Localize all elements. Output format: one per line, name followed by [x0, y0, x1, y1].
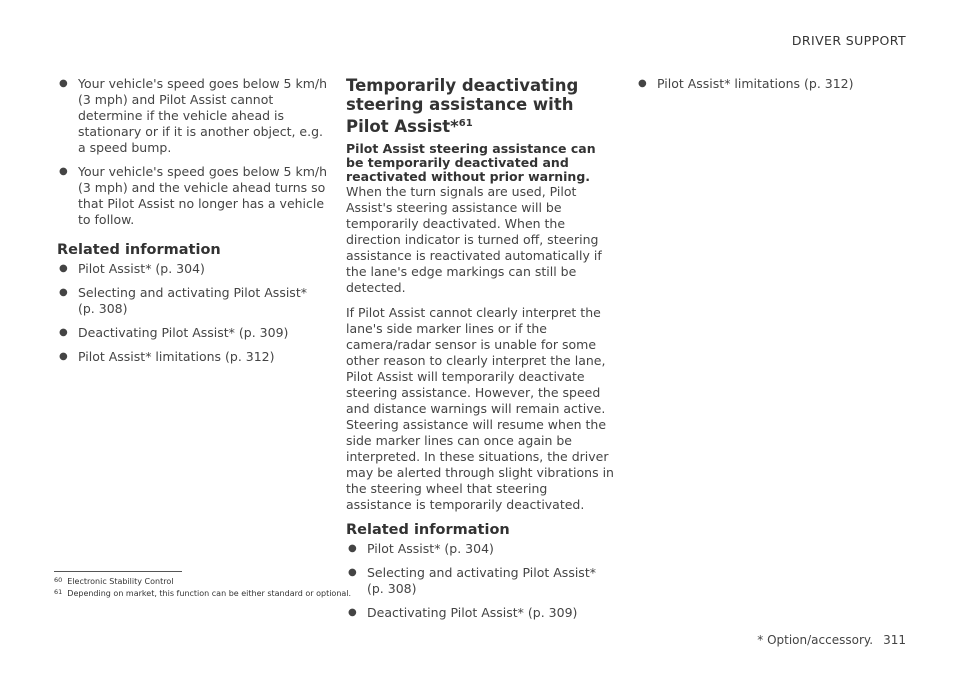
related-link[interactable]: ● Pilot Assist* limitations (p. 312)	[59, 349, 275, 364]
section-title: Temporarily deactivating steering assistance with Pilot Assist*$^{61}$	[346, 76, 579, 136]
footnotes	[54, 575, 351, 599]
bullet-icon: ●	[348, 543, 357, 554]
related-link[interactable]: ● Pilot Assist* limitations (p. 312)	[638, 76, 854, 91]
footnote-ref[interactable]: 61	[458, 118, 473, 129]
related-link[interactable]: ● Deactivating Pilot Assist* (p. 309)	[59, 325, 289, 340]
bullet-icon: ●	[59, 327, 68, 338]
body-paragraph: If Pilot Assist cannot clearly interpret the lane's side marker lines or if the camera/radar sensor is unable for some other reason to clearly interpret the lane, Pilot Assist will temporarily deactivate steering assistance. However, the speed and distance warnings will remain active. Steering assistance will resume when the side marker lines can once again be interpreted. In these situations, the driver may be alerted through slight vibrations in the steering wheel that steering assistance is temporarily deactivated.	[346, 305, 614, 512]
bullet-icon: ●	[59, 351, 68, 362]
footnote: $^{60}$ Electronic Stability Control	[54, 576, 174, 586]
footnote-divider	[54, 571, 182, 572]
condition-list	[57, 76, 327, 228]
related-link[interactable]: ● Selecting and activating Pilot Assist* (p. 308)	[348, 565, 596, 596]
list-item: ● Your vehicle's speed goes below 5 km/h (3 mph) and the vehicle ahead turns so that Pilot Assist no longer has a vehicle to follow.	[59, 164, 328, 227]
related-links	[346, 541, 616, 621]
column-left	[57, 76, 327, 373]
footnote: $^{61}$ Depending on market, this function can be either standard or optional.	[54, 588, 352, 598]
section-header: DRIVER SUPPORT	[791, 33, 906, 48]
bullet-icon: ●	[348, 607, 357, 618]
bullet-icon: ●	[59, 166, 68, 177]
list-item: ● Your vehicle's speed goes below 5 km/h (3 mph) and Pilot Assist cannot determine if the vehicle ahead is stationary or if it is another object, e.g. a speed bump.	[59, 76, 328, 155]
related-information-heading: Related information	[346, 522, 510, 538]
lead-paragraph: Pilot Assist steering assistance can be temporarily deactivated and reactivated without prior warning.	[346, 141, 596, 184]
page-number: 311	[883, 633, 906, 647]
related-link[interactable]: ● Pilot Assist* (p. 304)	[348, 541, 494, 556]
related-link[interactable]: ● Selecting and activating Pilot Assist* (p. 308)	[59, 285, 307, 316]
column-right	[636, 76, 906, 100]
body-paragraph: When the turn signals are used, Pilot Assist's steering assistance will be temporarily deactivated. When the direction indicator is turned off, steering assistance is reactivated automatically if the lane's edge markings can still be detected.	[346, 184, 602, 295]
related-links	[636, 76, 906, 92]
bullet-icon: ●	[638, 78, 647, 89]
bullet-icon: ●	[59, 78, 68, 89]
column-middle	[346, 76, 616, 629]
option-accessory-note: * Option/accessory.	[757, 633, 874, 647]
related-link[interactable]: ● Pilot Assist* (p. 304)	[59, 261, 205, 276]
related-link[interactable]: ● Deactivating Pilot Assist* (p. 309)	[348, 605, 578, 620]
bullet-icon: ●	[59, 263, 68, 274]
related-links	[57, 261, 327, 365]
bullet-icon: ●	[59, 287, 68, 298]
page-footer	[757, 633, 906, 647]
related-information-heading: Related information	[57, 242, 221, 258]
bullet-icon: ●	[348, 567, 357, 578]
